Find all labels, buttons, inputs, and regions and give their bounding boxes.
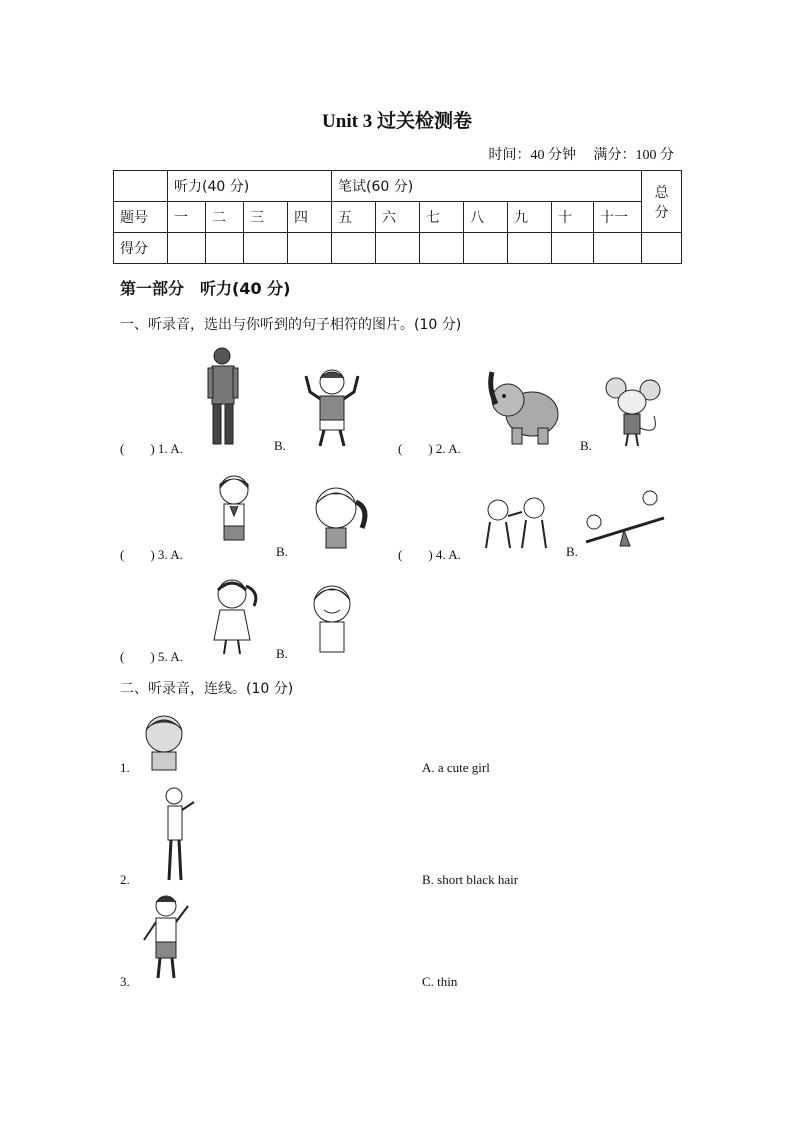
time-limit: 时间：40 分钟 [488, 148, 576, 163]
score-cell[interactable] [332, 233, 376, 264]
num-cell: 六 [376, 202, 420, 233]
match-option-b[interactable]: B. short black hair [422, 872, 519, 887]
seesaw-picture [580, 488, 670, 554]
question-1-b: B. [274, 438, 286, 453]
total-char-2: 分 [654, 204, 669, 221]
num-cell: 五 [332, 202, 376, 233]
boy-smiling-picture [302, 582, 364, 658]
girl-ponytail-picture [306, 484, 372, 556]
match-option-c[interactable]: C. thin [422, 974, 458, 989]
match-number-2: 2. [120, 872, 130, 887]
num-cell: 七 [420, 202, 464, 233]
total-char-1: 总 [654, 184, 669, 201]
match-number-3: 3. [120, 974, 130, 989]
score-cell[interactable] [594, 233, 642, 264]
num-cell: 十一 [594, 202, 642, 233]
table-corner [114, 171, 168, 202]
thin-man-picture [156, 786, 200, 886]
num-cell: 十 [552, 202, 594, 233]
boy-waving-picture [140, 894, 196, 984]
score-cell[interactable] [206, 233, 244, 264]
row-label-score: 得分 [114, 233, 168, 264]
question-1: ( ) 1. A. [120, 441, 183, 456]
score-cell[interactable] [244, 233, 288, 264]
time-info [475, 144, 675, 164]
full-score: 满分：100 分 [593, 148, 674, 163]
num-cell: 九 [508, 202, 552, 233]
score-cell[interactable] [464, 233, 508, 264]
question-3: ( ) 3. A. [120, 547, 183, 562]
mouse-picture [604, 376, 666, 450]
total-header [642, 171, 682, 233]
strong-boy-picture [296, 366, 368, 452]
question-4-b: B. [566, 544, 578, 559]
num-cell: 三 [244, 202, 288, 233]
match-option-a[interactable]: A. a cute girl [422, 760, 490, 775]
section-two-instruction: 二、听录音，连线。(10 分) [120, 681, 294, 697]
score-cell[interactable] [288, 233, 332, 264]
elephant-picture [486, 368, 562, 450]
num-cell: 二 [206, 202, 244, 233]
row-label-number: 题号 [114, 202, 168, 233]
section-one-instruction: 一、听录音，选出与你听到的句子相符的图片。(10 分) [120, 317, 462, 333]
score-cell[interactable] [376, 233, 420, 264]
score-table [113, 170, 682, 264]
score-cell[interactable] [508, 233, 552, 264]
num-cell: 八 [464, 202, 508, 233]
question-2-b: B. [580, 438, 592, 453]
question-5-b: B. [276, 646, 288, 661]
score-cell[interactable] [552, 233, 594, 264]
written-header: 笔试(60 分) [332, 171, 642, 202]
match-number-1: 1. [120, 760, 130, 775]
page-title: Unit 3 过关检测卷 [322, 111, 472, 132]
cute-girl-picture [140, 710, 190, 772]
question-5: ( ) 5. A. [120, 649, 183, 664]
question-3-b: B. [276, 544, 288, 559]
question-4: ( ) 4. A. [398, 547, 461, 562]
part-one-heading: 第一部分 听力(40 分) [120, 279, 291, 298]
tall-man-picture [200, 346, 246, 450]
girl-apron-picture [204, 576, 264, 658]
score-cell[interactable] [420, 233, 464, 264]
num-cell: 四 [288, 202, 332, 233]
question-2: ( ) 2. A. [398, 441, 461, 456]
score-cell[interactable] [168, 233, 206, 264]
score-cell[interactable] [642, 233, 682, 264]
listening-header: 听力(40 分) [168, 171, 332, 202]
girl-short-hair-picture [212, 474, 256, 554]
kids-arguing-picture [480, 490, 558, 554]
num-cell: 一 [168, 202, 206, 233]
